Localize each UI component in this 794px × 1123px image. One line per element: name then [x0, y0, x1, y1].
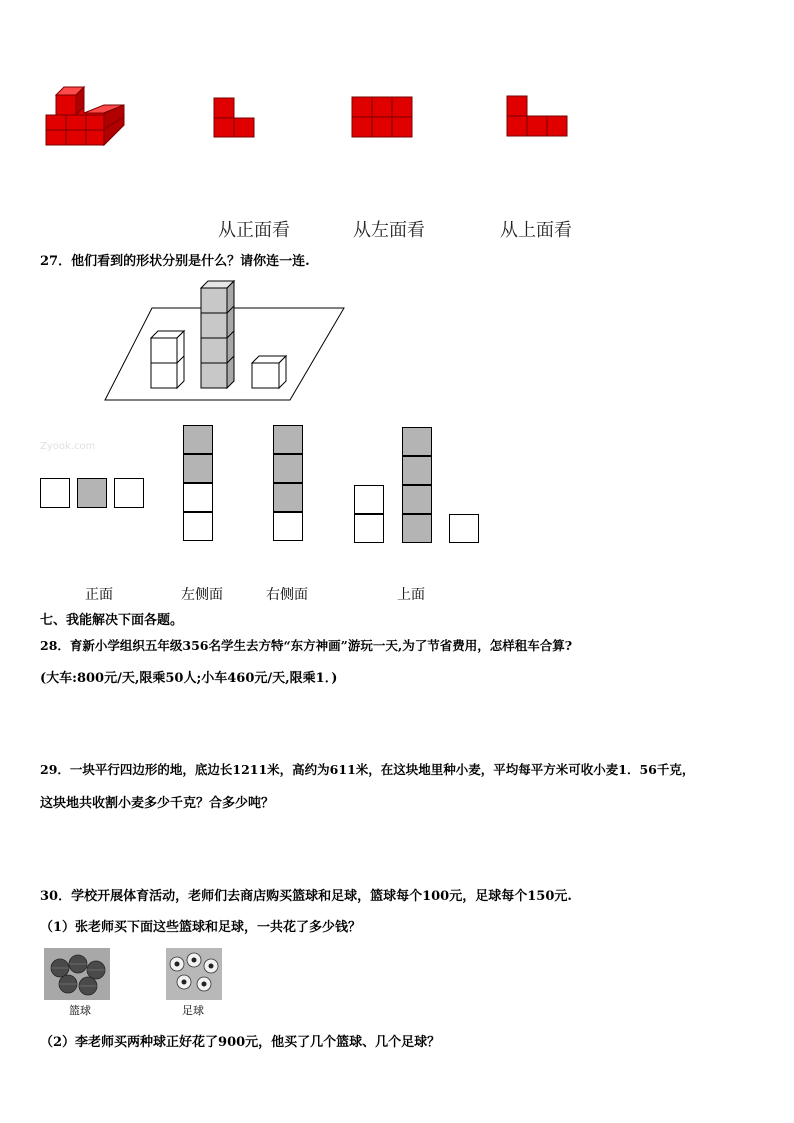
- caption-football: 足球: [182, 1004, 204, 1017]
- question-30-sub1: （1）张老师买下面这些篮球和足球，一共花了多少钱？: [40, 920, 362, 935]
- label-top[interactable]: 上面: [397, 587, 425, 603]
- red-cube-3d-figure: [46, 87, 124, 145]
- question-30-sub2: （2）李老师买两种球正好花了900元，他买了几个篮球、几个足球？: [40, 1035, 441, 1050]
- question-28-line2: (大车:800元/天,限乘50人;小车460元/天,限乘1．): [40, 671, 338, 686]
- caption-basketball: 篮球: [69, 1004, 91, 1017]
- view-label-front: 从正面看: [218, 220, 290, 241]
- section-7-heading: 七、我能解决下面各题。: [40, 613, 184, 628]
- watermark: Zyook.com: [40, 441, 96, 452]
- red-long-l-shape: [507, 96, 567, 136]
- gray-cube-stack: [201, 281, 234, 388]
- question-29-line1: 29．一块平行四边形的地，底边长1211米，高约为611米，在这块地里种小麦，平均每平方米可收小麦1．56千克，: [40, 762, 695, 777]
- white-cube-stack: [151, 331, 184, 388]
- question-30-line1: 30．学校开展体育活动，老师们去商店购买篮球和足球，篮球每个100元，足球每个150元.: [40, 889, 572, 904]
- basketballs-image: [44, 948, 110, 1000]
- cube-stacks-scene: [100, 278, 350, 406]
- question-27: 27．他们看到的形状分别是什么？请你连一连.: [40, 254, 310, 269]
- label-left-side[interactable]: 左侧面: [181, 587, 223, 603]
- red-rect-shape: [352, 97, 412, 137]
- label-right-side[interactable]: 右侧面: [266, 587, 308, 603]
- red-l-shape: [214, 98, 254, 137]
- footballs-image: [166, 948, 222, 1000]
- view-label-left: 从左面看: [353, 220, 425, 241]
- single-white-cube: [252, 356, 286, 388]
- label-front[interactable]: 正面: [85, 587, 113, 603]
- red-cube-figures: [0, 0, 794, 160]
- question-29-line2: 这块地共收割小麦多少千克？合多少吨？: [40, 796, 275, 811]
- view-label-top: 从上面看: [500, 220, 572, 241]
- question-28-line1: 28．育新小学组织五年级356名学生去方特“东方神画”游玩一天,为了节省费用，怎样租车合算?: [40, 638, 573, 653]
